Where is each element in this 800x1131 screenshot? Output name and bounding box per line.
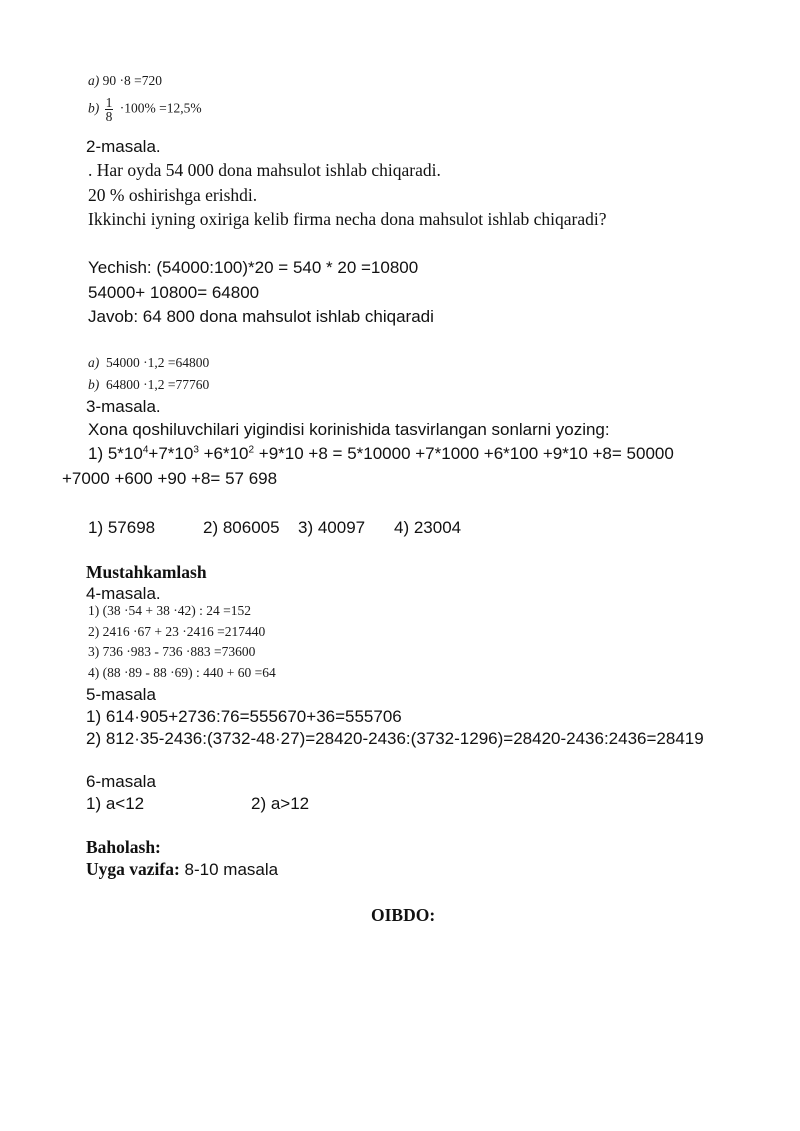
masala5-line2: 2) 812·35-2436:(3732-48·27)=28420-2436:(3732-1296)=28420-2436:2436=28419 <box>86 729 704 748</box>
masala4-formula-2: 2) 2416 ·67 + 23 ·2416 =217440 <box>88 624 266 639</box>
masala2-p3: Ikkinchi iyning oxiriga kelib firma necha dona mahsulot ishlab chiqaradi? <box>88 209 607 229</box>
masala2-formula-b: b) 64800 ·1,2 =77760 <box>88 377 210 392</box>
masala3-answer-1: 1) 57698 <box>88 518 156 537</box>
masala3-line1: 1) $5*10^4+7*10^3 +6*10^2 +9*10 +8 = 5*10000 +7*1000 +6*100 +9*10 +8= 50000$ <box>88 444 674 463</box>
masala2-heading: 2-masala. <box>86 137 161 156</box>
masala3-answer-3: 3) 40097 <box>298 518 366 537</box>
masala3-line2: +7000 +600 +90 +8= 57 698 <box>62 469 278 488</box>
masala3-answer-2: 2) 806005 <box>203 518 280 537</box>
baholash-label: Baholash: <box>86 837 161 857</box>
masala4-formula-3: 3) 736 ·983 - 736 ·883 =73600 <box>88 644 256 659</box>
masala3-task: Xona qoshiluvchilari yigindisi korinishida tasvirlangan sonlarni yozing: <box>88 420 610 439</box>
masala4-formula-4: 4) (88 ·89 - 88 ·69) : 440 + 60 =64 <box>88 665 276 680</box>
fraction: $\frac{1}{8}$ <box>105 95 113 124</box>
oibdo-label: OIBDO: <box>371 905 436 925</box>
masala4-heading: 4-masala. <box>86 584 161 603</box>
masala2-javob: Javob: 64 800 dona mahsulot ishlab chiqaradi <box>88 307 434 326</box>
masala5-heading: 5-masala <box>86 685 156 704</box>
masala6-heading: 6-masala <box>86 772 156 791</box>
masala6-answer-2: 2) a>12 <box>251 794 310 813</box>
formula-a: a) 90 ·8 =720 <box>88 73 162 88</box>
masala3-heading: 3-masala. <box>86 397 161 416</box>
masala2-p2: 20 % oshirishga erishdi. <box>88 185 258 205</box>
masala3-answer-4: 4) 23004 <box>394 518 462 537</box>
uyga-vazifa: Uyga vazifa: 8-10 masala <box>86 859 279 879</box>
masala6-answer-1: 1) a<12 <box>86 794 145 813</box>
masala2-yechish: Yechish: (54000:100)*20 = 540 * 20 =10800 <box>88 258 419 277</box>
masala2-sum: 54000+ 10800= 64800 <box>88 283 260 302</box>
formula-b: b) $\frac{1}{8}$ ·100% =12,5% <box>88 95 202 124</box>
masala5-line1: 1) 614·905+2736:76=555670+36=555706 <box>86 707 402 726</box>
mustahkamlash-heading: Mustahkamlash <box>86 562 207 582</box>
masala2-formula-a: a) 54000 ·1,2 =64800 <box>88 355 210 370</box>
masala2-p1: . Har oyda 54 000 dona mahsulot ishlab chiqaradi. <box>88 160 441 180</box>
masala4-formula-1: 1) (38 ·54 + 38 ·42) : 24 =152 <box>88 603 251 618</box>
